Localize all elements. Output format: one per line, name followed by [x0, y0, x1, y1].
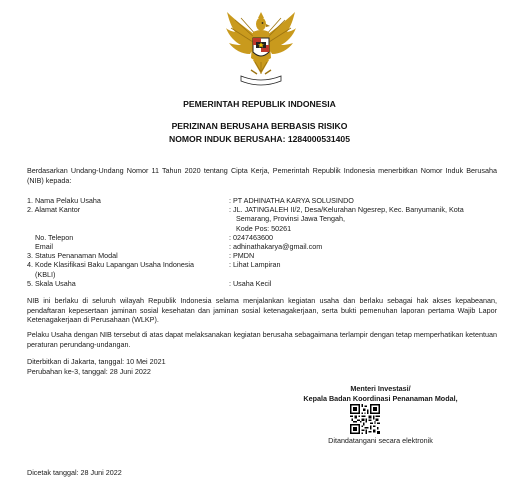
field-investment: [27, 251, 497, 260]
field-phone: [27, 233, 497, 242]
issuance-info: [27, 357, 166, 378]
business-fields: [27, 196, 497, 288]
field-scale: [27, 279, 497, 288]
print-date: Dicetak tanggal: 28 Juni 2022: [27, 468, 122, 477]
document-title: PERIZINAN BERUSAHA BERBASIS RISIKO: [171, 121, 348, 131]
field-label: No. Telepon: [35, 232, 74, 242]
field-value: : PMDN: [229, 251, 255, 261]
address-line: : JL. JATINGALEH II/2, Desa/Kelurahan Ngesrep, Kec. Banyumanik, Kota: [229, 205, 464, 215]
field-kbli: [27, 260, 497, 278]
field-value: : Lihat Lampiran: [229, 260, 281, 270]
field-address: [27, 205, 497, 233]
field-label: 3. Status Penanaman Modal: [27, 251, 118, 261]
government-heading: PEMERINTAH REPUBLIK INDONESIA: [183, 99, 336, 109]
issued-date: Diterbitkan di Jakarta, tanggal: 10 Mei 2021: [27, 357, 166, 366]
e-signature-note: Ditandatangani secara elektronik: [328, 436, 433, 445]
field-email: [27, 242, 497, 251]
field-label: 1. Nama Pelaku Usaha: [27, 196, 101, 205]
signatory-line: Menteri Investasi/: [350, 384, 411, 393]
field-label: 2. Alamat Kantor: [27, 205, 81, 215]
field-value: : 0247463600: [229, 232, 273, 242]
intro-paragraph: Berdasarkan Undang-Undang Nomor 11 Tahun 2020 tentang Cipta Kerja, Pemerintah Republik Indonesia menerbitkan Nomor Induk Berusaha (NIB) kepada:: [27, 166, 497, 185]
field-label: Email: [35, 242, 53, 252]
signatory-title: [268, 384, 493, 404]
nib-number: NOMOR INDUK BERUSAHA: 1284000531405: [168, 134, 350, 144]
field-label: (KBLI): [35, 269, 56, 279]
field-value: : adhinathakarya@gmail.com: [229, 242, 323, 252]
field-name: [27, 196, 497, 205]
address-line: Semarang, Provinsi Jawa Tengah,: [236, 214, 345, 224]
field-label: 4. Kode Klasifikasi Baku Lapangan Usaha Indonesia: [27, 260, 195, 270]
address-line: Kode Pos: 50261: [236, 223, 292, 233]
validity-paragraph: NIB ini berlaku di seluruh wilayah Republik Indonesia selama menjalankan kegiatan usaha dan berlaku sebagai hak akses kepabeanan, pendaftaran kepesertaan jaminan sosial kesehatan dan jaminan sosial ketenagakerjaan, serta bukti pemenuhan laporan pertama Wajib Lapor Ketenagakerjaan di Perusahaan (WLKP).: [27, 296, 497, 325]
signatory-line: Kepala Badan Koordinasi Penanaman Modal,: [303, 394, 458, 403]
qr-code-icon: [350, 404, 380, 434]
field-value: : PT ADHINATHA KARYA SOLUSINDO: [229, 196, 354, 205]
garuda-emblem: [225, 8, 297, 88]
field-value: : Usaha Kecil: [229, 278, 272, 288]
obligation-paragraph: Pelaku Usaha dengan NIB tersebut di atas dapat melaksanakan kegiatan berusaha sebagaimana terlampir dengan tetap memperhatikan ketentuan peraturan perundang-undangan.: [27, 330, 497, 349]
field-label: 5. Skala Usaha: [27, 278, 76, 288]
revision-date: Perubahan ke-3, tanggal: 28 Juni 2022: [27, 367, 151, 377]
